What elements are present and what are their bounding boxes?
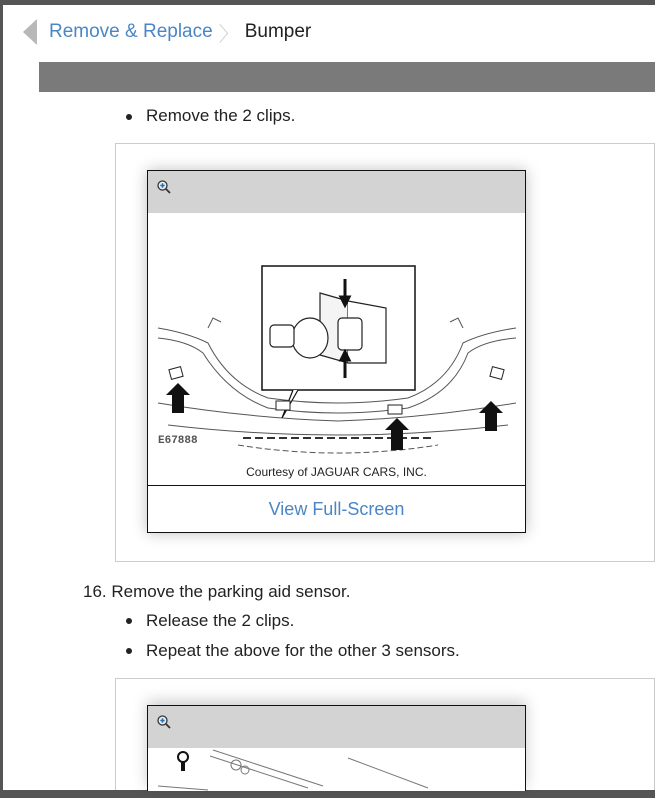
figure-container [115, 143, 655, 562]
bullet [126, 114, 132, 120]
view-full-screen-link[interactable]: View Full-Screen [268, 499, 405, 519]
step-bullet-text: Repeat the above for the other 3 sensors. [146, 641, 460, 660]
figure-toolbar [148, 171, 525, 213]
figure-card [147, 170, 526, 533]
breadcrumb-separator-icon: 〉 [218, 23, 239, 46]
step-bullet-text: Remove the 2 clips. [146, 106, 296, 125]
zoom-in-icon[interactable] [157, 715, 171, 729]
sensor-diagram[interactable] [148, 748, 525, 791]
figure-toolbar-2 [148, 706, 525, 748]
image-code: E67888 [158, 435, 198, 447]
figure-card-2 [147, 705, 526, 791]
bullet [126, 648, 132, 654]
step-16-text: 16. Remove the parking aid sensor. [83, 582, 351, 601]
figure-caption: Courtesy of JAGUAR CARS, INC. [246, 465, 427, 479]
bumper-diagram[interactable] [148, 213, 525, 463]
figure-container-2 [115, 678, 655, 790]
breadcrumb-current: Bumper [244, 21, 312, 42]
page [3, 5, 655, 790]
breadcrumb [23, 19, 311, 45]
step-bullet-text: Release the 2 clips. [146, 611, 295, 630]
back-arrow-icon[interactable] [23, 19, 37, 45]
bullet [126, 618, 132, 624]
section-header-bar [39, 62, 655, 92]
arrow-icons [166, 383, 503, 450]
zoom-in-icon[interactable] [157, 180, 171, 194]
breadcrumb-parent-link[interactable]: Remove & Replace [49, 21, 213, 42]
